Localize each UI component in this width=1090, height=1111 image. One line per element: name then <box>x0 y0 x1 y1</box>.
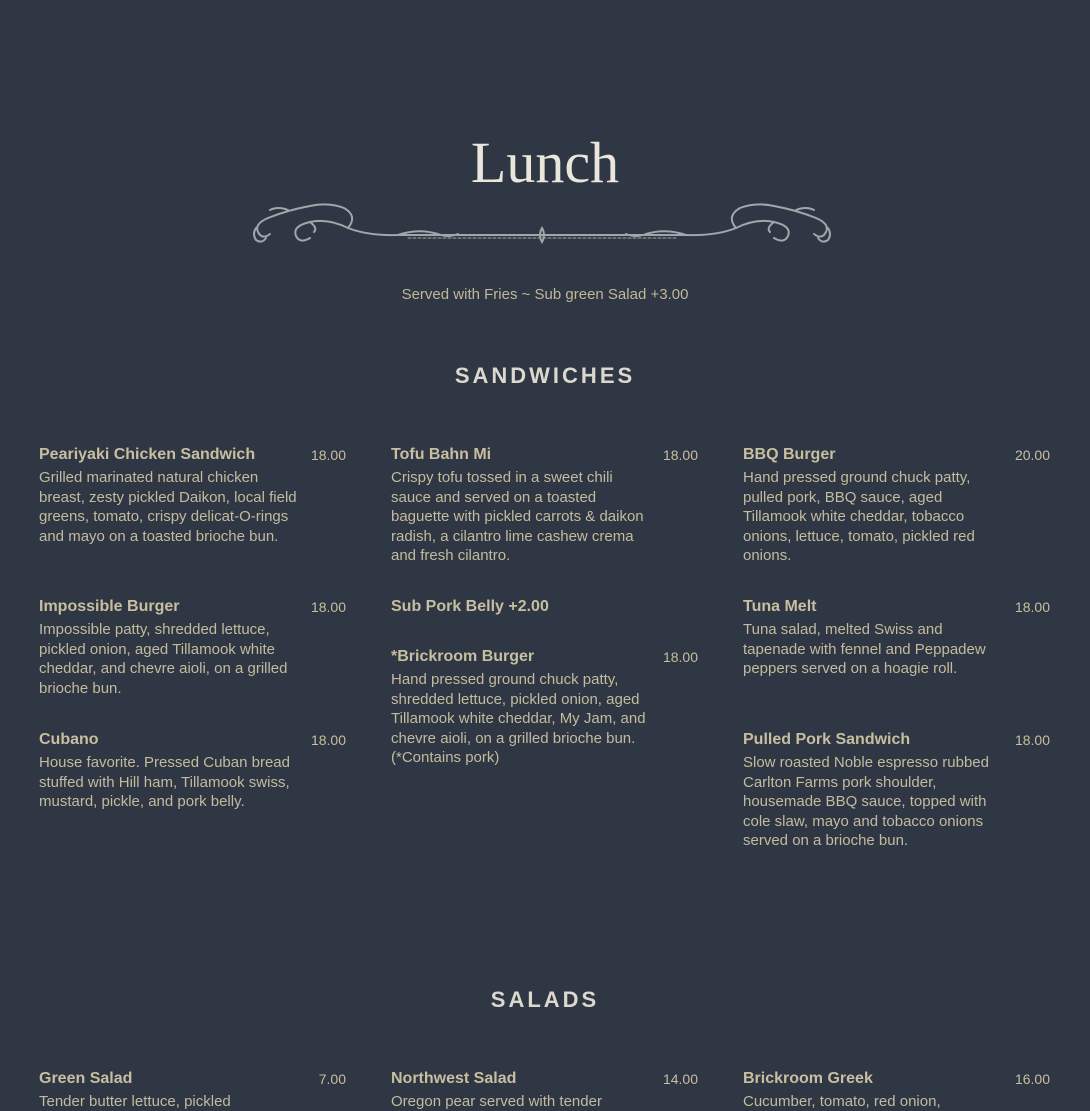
item-name: Green Salad <box>39 1070 133 1087</box>
page-title: Lunch <box>470 130 620 195</box>
item-price: 18.00 <box>1014 732 1050 748</box>
item-price: 18.00 <box>310 732 346 748</box>
item-description: Cucumber, tomato, red onion, <box>743 1093 941 1110</box>
item-description: Hand pressed ground chuck patty, pulled pork, BBQ sauce, aged Tillamook white cheddar, tobacco onions, lettuce, tomato, pickled red onions. <box>743 469 975 564</box>
item-description: Tuna salad, melted Swiss and tapenade with fennel and Peppadew peppers served on a hoagie roll. <box>743 621 986 677</box>
item-price: 18.00 <box>310 599 346 615</box>
item-name: Cubano <box>39 731 99 748</box>
item-description: Oregon pear served with tender <box>391 1093 602 1110</box>
item-name: *Brickroom Burger <box>391 648 535 665</box>
item-description: Hand pressed ground chuck patty, shredded lettuce, pickled onion, aged Tillamook white cheddar, My Jam, and chevre aioli, on a grilled brioche bun. (*Contains pork) <box>391 671 646 766</box>
item-price: 16.00 <box>1014 1071 1050 1087</box>
item-price: 20.00 <box>1014 447 1050 463</box>
item-price: 18.00 <box>1014 599 1050 615</box>
item-name: Sub Pork Belly +2.00 <box>391 598 549 615</box>
item-description: House favorite. Pressed Cuban bread stuffed with Hill ham, Tillamook swiss, mustard, pickle, and pork belly. <box>39 754 290 810</box>
item-name: Tuna Melt <box>743 598 817 615</box>
menu-subtitle: Served with Fries ~ Sub green Salad +3.00 <box>401 286 689 303</box>
item-name: Tofu Bahn Mi <box>391 446 492 463</box>
item-description: Impossible patty, shredded lettuce, pickled onion, aged Tillamook white cheddar, and chevre aioli, on a grilled brioche bun. <box>39 621 288 697</box>
item-description: Tender butter lettuce, pickled <box>39 1093 231 1110</box>
ornamental-divider <box>248 198 836 252</box>
item-name: Impossible Burger <box>39 598 180 615</box>
item-name: Peariyaki Chicken Sandwich <box>39 446 256 463</box>
item-price: 18.00 <box>662 447 698 463</box>
item-name: Northwest Salad <box>391 1070 517 1087</box>
item-name: Pulled Pork Sandwich <box>743 731 911 748</box>
item-price: 7.00 <box>318 1071 346 1087</box>
item-name: BBQ Burger <box>743 446 836 463</box>
section-heading-sandwiches: SANDWICHES <box>454 363 636 388</box>
item-description: Slow roasted Noble espresso rubbed Carlton Farms pork shoulder, housemade BBQ sauce, topped with cole slaw, mayo and tobacco onions served on a brioche bun. <box>743 754 989 849</box>
item-description: Grilled marinated natural chicken breast, zesty pickled Daikon, local field greens, tomato, crispy delicat-O-rings and mayo on a toasted brioche bun. <box>39 469 297 545</box>
item-name: Brickroom Greek <box>743 1070 873 1087</box>
item-description: Crispy tofu tossed in a sweet chili sauce and served on a toasted baguette with pickled carrots & daikon radish, a cilantro lime cashew crema and fresh cilantro. <box>391 469 644 564</box>
item-price: 14.00 <box>662 1071 698 1087</box>
item-price: 18.00 <box>662 649 698 665</box>
item-price: 18.00 <box>310 447 346 463</box>
section-heading-salads: SALADS <box>490 987 600 1012</box>
